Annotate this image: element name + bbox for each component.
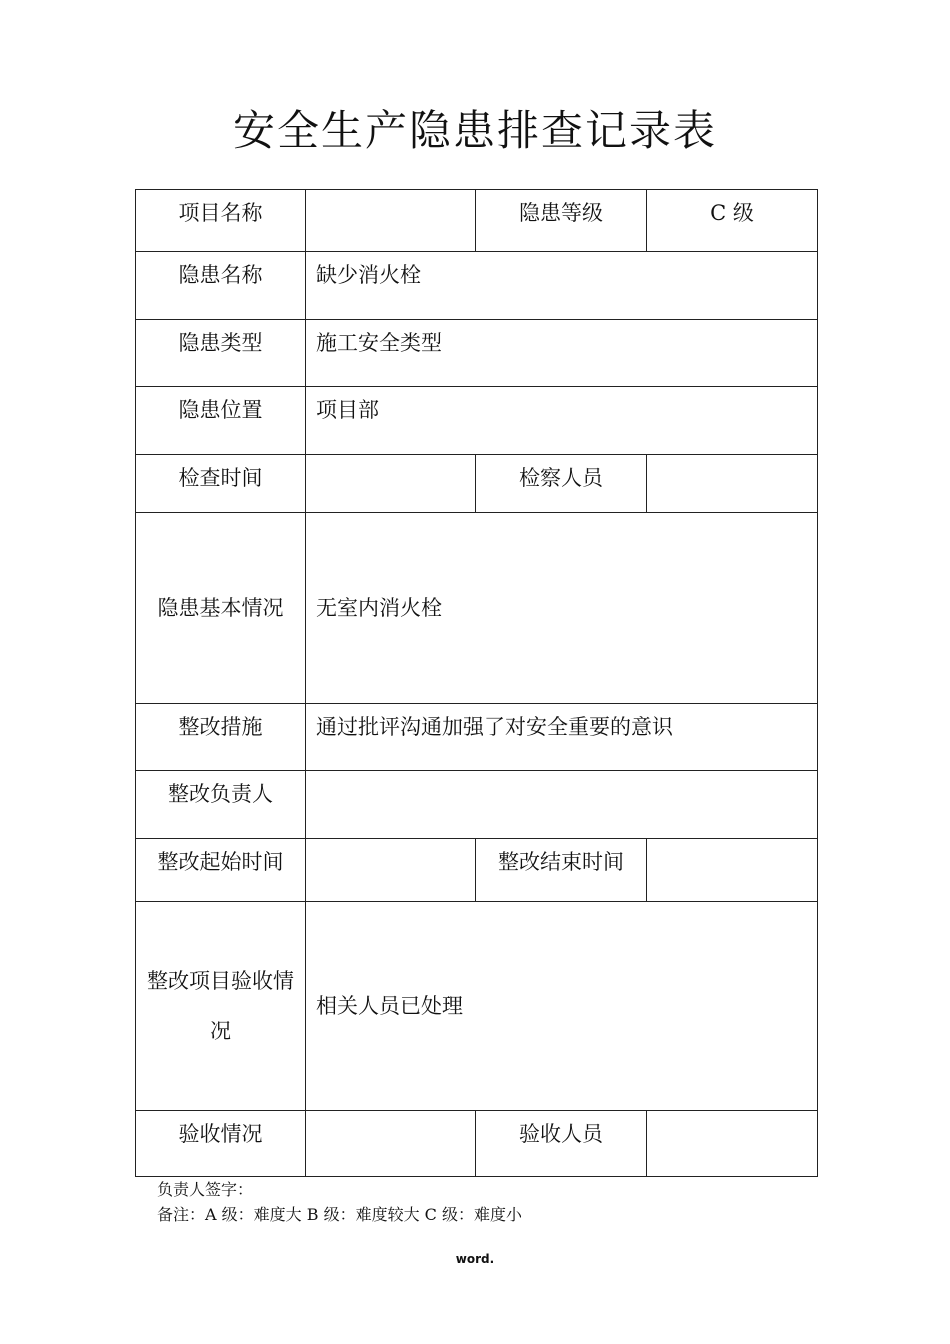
table-row (136, 513, 818, 704)
hazard-name-label: 隐患名称 (136, 252, 306, 320)
table-row (136, 455, 818, 513)
measures-value[interactable]: 通过批评沟通加强了对安全重要的意识 (306, 704, 818, 771)
inspector-value[interactable] (647, 455, 818, 513)
end-time-value[interactable] (647, 839, 818, 902)
end-time-label: 整改结束时间 (476, 839, 647, 902)
start-time-value[interactable] (306, 839, 476, 902)
acceptance-detail-label: 整改项目验收情况 (136, 902, 306, 1111)
table-row (136, 252, 818, 320)
table-row (136, 902, 818, 1111)
table-row (136, 190, 818, 252)
start-time-label: 整改起始时间 (136, 839, 306, 902)
table-row (136, 320, 818, 387)
measures-label: 整改措施 (136, 704, 306, 771)
hazard-basic-value[interactable]: 无室内消火栓 (306, 513, 818, 704)
signature-line: 负责人签字： (157, 1180, 254, 1199)
hazard-location-label: 隐患位置 (136, 387, 306, 455)
acceptor-value[interactable] (647, 1111, 818, 1177)
table-row (136, 704, 818, 771)
footer-notes (157, 1177, 522, 1227)
hazard-type-value[interactable]: 施工安全类型 (306, 320, 818, 387)
project-name-label: 项目名称 (136, 190, 306, 252)
remark-line: 备注：A 级：难度大 B 级：难度较大 C 级：难度小 (157, 1205, 522, 1224)
hazard-level-value[interactable]: C 级 (647, 190, 818, 252)
table-row (136, 771, 818, 839)
hazard-location-value[interactable]: 项目部 (306, 387, 818, 455)
hazard-basic-label: 隐患基本情况 (136, 513, 306, 704)
acceptance-value[interactable] (306, 1111, 476, 1177)
table-row (136, 387, 818, 455)
inspection-time-label: 检查时间 (136, 455, 306, 513)
hazard-type-label: 隐患类型 (136, 320, 306, 387)
responsible-value[interactable] (306, 771, 818, 839)
record-table (135, 189, 818, 1177)
inspector-label: 检察人员 (476, 455, 647, 513)
hazard-name-value[interactable]: 缺少消火栓 (306, 252, 818, 320)
hazard-level-label: 隐患等级 (476, 190, 647, 252)
acceptor-label: 验收人员 (476, 1111, 647, 1177)
acceptance-detail-value[interactable]: 相关人员已处理 (306, 902, 818, 1111)
footer-mark: word. (455, 1252, 495, 1266)
inspection-time-value[interactable] (306, 455, 476, 513)
project-name-value[interactable] (306, 190, 476, 252)
table-row (136, 839, 818, 902)
table-row (136, 1111, 818, 1177)
page-title: 安全生产隐患排查记录表 (232, 106, 717, 155)
responsible-label: 整改负责人 (136, 771, 306, 839)
acceptance-label: 验收情况 (136, 1111, 306, 1177)
